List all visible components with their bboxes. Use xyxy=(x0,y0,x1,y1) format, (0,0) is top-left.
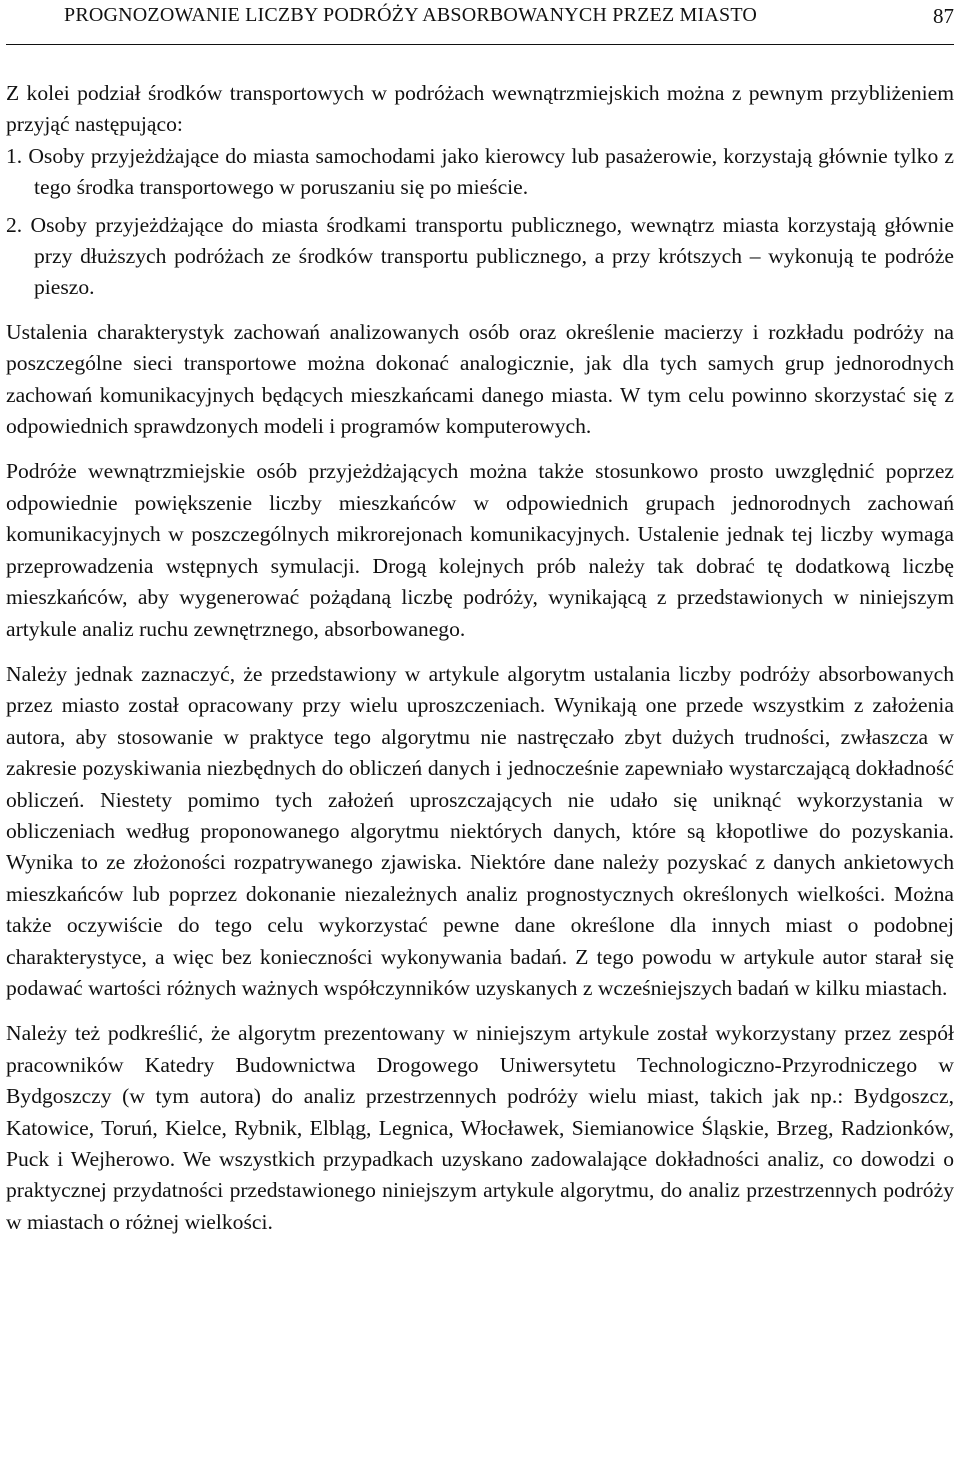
paragraph-3: Należy jednak zaznaczyć, że przedstawiony w artykule algorytm ustalania liczby podróży absorbowanych przez miasto został opracowany przy wielu uproszczeniach. Wynikają one przede wszystkim z założenia autora, aby stosowanie w praktyce tego algorytmu nie nastręczało zbyt dużych trudności, zwłaszcza w zakresie pozyskiwania niezbędnych do obliczeń danych i jednocześnie zapewniało wystarczającą dokładność obliczeń. Niestety pomimo tych założeń uproszczających nie udało się uniknąć wykorzystania w obliczeniach według proponowanego algorytmu niektórych danych, które są kłopotliwe do pozyskania. Wynika to ze złożoności rozpatrywanego zjawiska. Niektóre dane należy pozyskać z danych ankietowych mieszkańców lub poprzez dokonanie niezależnych analiz prognostycznych określonych wielkości. Można także oczywiście do tego celu wykorzystać pewne dane określone dla innych miast o podobnej charakterystyce, a więc bez konieczności wykonywania badań. Z tego powodu w artykule autor starał się podawać wartości różnych ważnych współczynników uzyskanych z wcześniejszych badań w kilku miastach. xyxy=(6,661,954,1000)
list-item-1: 1. Osoby przyjeżdżające do miasta samochodami jako kierowcy lub pasażerowie, korzystają głównie tylko z tego środka transportowego w poruszaniu się po mieście. xyxy=(6,143,954,200)
document-page xyxy=(6,0,954,1238)
running-header xyxy=(6,0,954,45)
page-number: 87 xyxy=(933,4,954,28)
paragraph-1: Ustalenia charakterystyk zachowań analizowanych osób oraz określenie macierzy i rozkładu podróży na poszczególne sieci transportowe można dokonać analogicznie, jak dla tych samych grup jednorodnych zachowań komunikacyjnych będących mieszkańcami danego miasta. W tym celu powinno skorzystać się z odpowiednich sprawdzonych modeli i programów komputerowych. xyxy=(6,319,954,439)
intro-paragraph: Z kolei podział środków transportowych w podróżach wewnątrzmiejskich można z pewnym przybliżeniem przyjąć następująco: xyxy=(6,81,954,137)
paragraph-4: Należy też podkreślić, że algorytm prezentowany w niniejszym artykule został wykorzystany przez zespół pracowników Katedry Budownictwa Drogowego Uniwersytetu Technologiczno-Przyrodniczego w Bydgoszczy (w tym autora) do analiz przestrzennych podróży wielu miast, takich jak np.: Bydgoszcz, Katowice, Toruń, Kielce, Rybnik, Elbląg, Legnica, Włocławek, Siemianowice Śląskie, Brzeg, Radzionków, Puck i Wejherowo. We wszystkich przypadkach uzyskano zadowalające dokładności analiz, co dowodzi o praktycznej przydatności przedstawionego niniejszym artykule algorytmu, do analiz przestrzennych podróży w miastach o różnej wielkości. xyxy=(6,1021,954,1234)
body-text xyxy=(6,78,954,1238)
paragraph-2: Podróże wewnątrzmiejskie osób przyjeżdżających można także stosunkowo prosto uwzględnić poprzez odpowiednie powiększenie liczby mieszkańców w odpowiednich grupach jednorodnych zachowań komunikacyjnych w poszczególnych mikrorejonach komunikacyjnych. Ustalenie jednak tej liczby wymaga przeprowadzenia wstępnych symulacji. Drogą kolejnych prób należy tak dobrać tę dodatkową liczbę mieszkańców, aby wygenerować pożądaną liczbę podróży, wynikającą z przedstawionych w niniejszym artykule analiz ruchu zewnętrznego, absorbowanego. xyxy=(6,459,954,641)
running-title: PROGNOZOWANIE LICZBY PODRÓŻY ABSORBOWANYCH PRZEZ MIASTO xyxy=(64,4,758,26)
list-item-2: 2. Osoby przyjeżdżające do miasta środkami transportu publicznego, wewnątrz miasta korzystają głównie przy dłuższych podróżach ze środków transportu publicznego, a przy krótszych – wykonują te podróże pieszo. xyxy=(6,212,954,300)
